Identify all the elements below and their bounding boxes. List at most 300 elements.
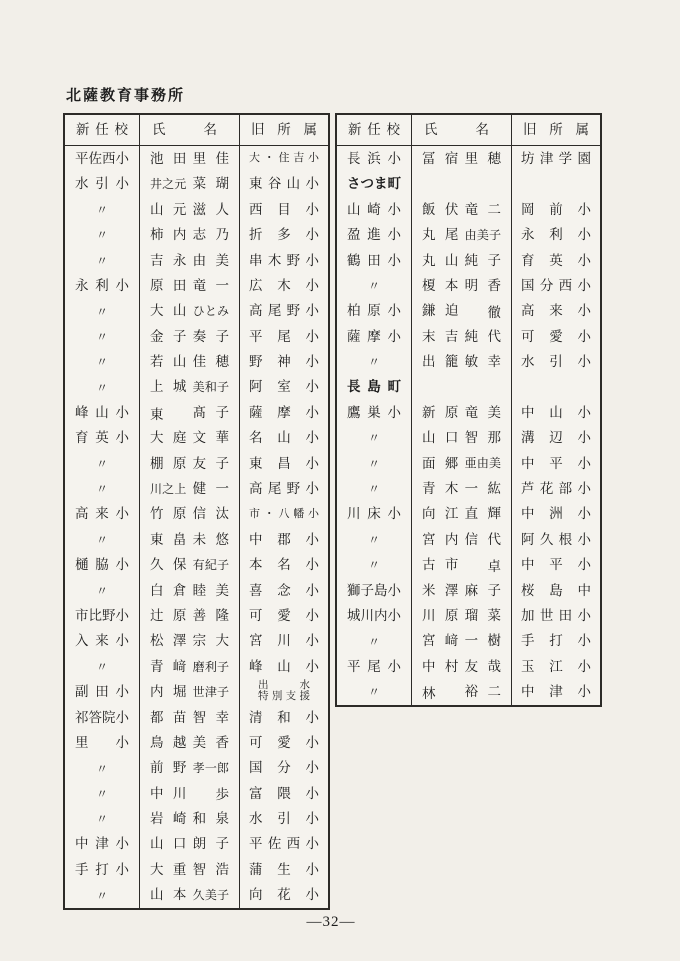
name-cell (140, 806, 240, 831)
given-name: 菜 瑚 (192, 176, 229, 192)
full-name (140, 197, 239, 222)
former-cell (512, 679, 600, 704)
school-cell (337, 451, 412, 476)
former-cell (512, 552, 600, 577)
former-cell (240, 451, 328, 476)
former-school: 大 ・ 住 吉 小 (249, 152, 319, 165)
school-cell (337, 197, 412, 222)
former-cell (512, 527, 600, 552)
table-row (337, 146, 600, 171)
given-name: 友 子 (192, 455, 229, 471)
surname: 都 苗 (150, 709, 187, 725)
full-name (140, 451, 239, 476)
surname: 山 本 (150, 887, 187, 903)
given-name: 由 美 子 (464, 227, 501, 242)
former-cell (240, 501, 328, 526)
name-cell (412, 628, 512, 653)
full-name (412, 628, 511, 653)
former-school-line: 特 別 支 援 (258, 690, 310, 702)
former-cell (240, 603, 328, 628)
former-school: 国 分 小 (249, 760, 319, 776)
school-cell (65, 755, 140, 780)
name-cell (412, 603, 512, 628)
school-name: 永 利 小 (75, 277, 129, 293)
section-label: さ つ ま 町 (347, 176, 401, 192)
school-cell (65, 781, 140, 806)
surname: 前 野 (150, 760, 187, 776)
former-cell (512, 451, 600, 476)
former-school: 可 愛 小 (249, 607, 319, 623)
table-row (337, 349, 600, 374)
school-name: 市 比 野 小 (75, 607, 129, 623)
given-name: 睦 美 (192, 582, 229, 598)
table-row (65, 705, 328, 730)
former-school: 薩 摩 小 (249, 404, 319, 420)
former-cell (512, 654, 600, 679)
surname: 宮 﨑 (422, 633, 459, 649)
school-name: 平 尾 小 (347, 658, 401, 674)
school-name: 〃 (95, 812, 108, 827)
school-cell (65, 451, 140, 476)
former-school: 水 引 小 (249, 811, 319, 827)
former-cell (240, 222, 328, 247)
name-cell (412, 273, 512, 298)
former-cell-empty (512, 171, 600, 196)
full-name (140, 146, 239, 171)
former-school: 清 和 小 (249, 709, 319, 725)
school-cell (337, 349, 412, 374)
header-cell-school (337, 115, 412, 145)
former-school: 高 来 小 (521, 303, 591, 319)
former-school: 野 神 小 (249, 354, 319, 370)
table-row (65, 882, 328, 907)
school-cell (337, 273, 412, 298)
name-cell (140, 857, 240, 882)
former-cell (512, 400, 600, 425)
former-cell (512, 146, 600, 171)
school-cell (65, 654, 140, 679)
given-name: 文 華 (192, 430, 229, 446)
full-name (140, 628, 239, 653)
surname: 金 子 (150, 328, 187, 344)
table-row (65, 171, 328, 196)
full-name (412, 400, 511, 425)
name-cell (140, 552, 240, 577)
name-cell (140, 146, 240, 171)
former-school: 可 愛 小 (249, 734, 319, 750)
given-name: 亜 由 美 (464, 456, 501, 471)
former-school: 手 打 小 (521, 633, 591, 649)
table-row (65, 578, 328, 603)
full-name (412, 679, 511, 704)
former-cell (240, 654, 328, 679)
table-row (65, 679, 328, 704)
table-row (337, 603, 600, 628)
surname: 川 原 (422, 607, 459, 623)
full-name (140, 705, 239, 730)
school-cell (65, 578, 140, 603)
former-cell (240, 628, 328, 653)
surname: 柿 内 (150, 227, 187, 243)
surname: 冨 宿 (422, 150, 459, 166)
table-row (337, 248, 600, 273)
name-cell (140, 298, 240, 323)
name-cell (140, 578, 240, 603)
name-cell (140, 730, 240, 755)
given-name: 竜 美 (464, 404, 501, 420)
table-row (337, 654, 600, 679)
former-cell (240, 705, 328, 730)
former-cell (240, 806, 328, 831)
given-name: 智 那 (464, 430, 501, 446)
name-cell (140, 603, 240, 628)
school-name: 獅 子 島 小 (347, 582, 401, 598)
full-name (412, 501, 511, 526)
table-row (65, 349, 328, 374)
table-row (65, 857, 328, 882)
table-row (65, 755, 328, 780)
section-row (337, 171, 600, 196)
header-cell-school (65, 115, 140, 145)
school-cell (337, 476, 412, 501)
school-cell (65, 425, 140, 450)
surname: 中 村 (422, 658, 459, 674)
header-name-label: 氏 名 (152, 122, 217, 138)
name-cell (140, 197, 240, 222)
full-name (140, 578, 239, 603)
former-cell (240, 146, 328, 171)
surname: 井 之 元 (150, 177, 187, 192)
name-cell (412, 298, 512, 323)
school-name: 手 打 小 (75, 861, 129, 877)
school-name: 入 来 小 (75, 633, 129, 649)
school-name: 〃 (95, 583, 108, 598)
school-name: 〃 (367, 558, 380, 573)
full-name (140, 375, 239, 400)
former-school: 平 佐 西 小 (249, 836, 319, 852)
school-name: 川 床 小 (347, 506, 401, 522)
name-cell (412, 222, 512, 247)
name-cell (412, 400, 512, 425)
former-school: 阿 室 小 (249, 379, 319, 395)
surname: 飯 伏 (422, 201, 459, 217)
name-cell (412, 552, 512, 577)
header-cell-former (240, 115, 328, 145)
full-name (140, 324, 239, 349)
full-name (412, 298, 511, 323)
name-cell (140, 375, 240, 400)
surname: 青 木 (422, 481, 459, 497)
former-cell (240, 476, 328, 501)
school-cell (337, 578, 412, 603)
full-name (412, 146, 511, 171)
surname: 丸 尾 (422, 227, 459, 243)
given-name: 卓 (487, 558, 501, 574)
former-school: 中 平 小 (521, 455, 591, 471)
former-school: 加 世 田 小 (521, 607, 591, 623)
surname: 向 江 (422, 506, 459, 522)
given-name: 佳 穂 (192, 354, 229, 370)
former-cell (240, 527, 328, 552)
name-cell (412, 349, 512, 374)
former-school: 高 尾 野 小 (249, 303, 319, 319)
former-cell (512, 349, 600, 374)
table-row (65, 781, 328, 806)
given-name: 純 子 (464, 252, 501, 268)
surname: 岩 崎 (150, 811, 187, 827)
school-name: 長 浜 小 (347, 150, 401, 166)
given-name: 純 代 (464, 328, 501, 344)
school-cell (337, 501, 412, 526)
table-row (65, 273, 328, 298)
section-cell (337, 171, 412, 196)
given-name: 信 汰 (192, 506, 229, 522)
table-row (65, 806, 328, 831)
header-cell-former (512, 115, 600, 145)
school-name: 〃 (367, 634, 380, 649)
school-cell (65, 527, 140, 552)
surname: 白 倉 (150, 582, 187, 598)
former-school: 阿 久 根 小 (521, 531, 591, 547)
former-cell (240, 324, 328, 349)
name-cell (140, 654, 240, 679)
given-name: 信 代 (464, 531, 501, 547)
full-name (412, 476, 511, 501)
former-cell (240, 679, 328, 704)
school-name: 〃 (95, 202, 108, 217)
surname: 古 市 (422, 557, 459, 573)
table-row (65, 425, 328, 450)
name-cell (412, 451, 512, 476)
name-cell (140, 527, 240, 552)
surname: 大 庭 (150, 430, 187, 446)
school-cell (65, 197, 140, 222)
full-name (412, 603, 511, 628)
former-school: 芦 花 部 小 (521, 481, 591, 497)
full-name (140, 806, 239, 831)
given-name: 友 哉 (464, 658, 501, 674)
former-cell (512, 324, 600, 349)
surname: 辻 原 (150, 607, 187, 623)
former-school: 高 尾 野 小 (249, 481, 319, 497)
surname: 久 保 (150, 557, 187, 573)
former-school: 西 目 小 (249, 201, 319, 217)
school-name: 〃 (95, 329, 108, 344)
school-name: 〃 (95, 380, 108, 395)
former-school: 溝 辺 小 (521, 430, 591, 446)
full-name (412, 324, 511, 349)
school-name: 峰 山 小 (75, 404, 129, 420)
surname: 川 之 上 (150, 481, 187, 496)
school-name: 〃 (367, 279, 380, 294)
full-name (140, 552, 239, 577)
table-row (65, 451, 328, 476)
name-cell (412, 654, 512, 679)
full-name (412, 552, 511, 577)
table-row (65, 603, 328, 628)
school-cell (337, 603, 412, 628)
school-name: 〃 (367, 533, 380, 548)
given-name: 和 泉 (192, 811, 229, 827)
former-school: 富 隈 小 (249, 785, 319, 801)
surname: 末 吉 (422, 328, 459, 344)
name-cell (140, 273, 240, 298)
table-row (65, 501, 328, 526)
table-row (337, 578, 600, 603)
school-cell (65, 730, 140, 755)
name-cell (140, 476, 240, 501)
former-school: 平 尾 小 (249, 328, 319, 344)
name-cell (412, 527, 512, 552)
school-name: 薩 摩 小 (347, 328, 401, 344)
former-school: 喜 念 小 (249, 582, 319, 598)
surname: 東 畠 (150, 531, 187, 547)
former-cell (240, 730, 328, 755)
full-name (140, 171, 239, 196)
former-school: 永 利 小 (521, 227, 591, 243)
surname: 丸 山 (422, 252, 459, 268)
former-cell (512, 425, 600, 450)
full-name (412, 527, 511, 552)
header-row (337, 115, 600, 146)
school-cell (65, 501, 140, 526)
school-name: 〃 (95, 253, 108, 268)
full-name (140, 654, 239, 679)
surname: 青 﨑 (150, 658, 187, 674)
former-cell (512, 628, 600, 653)
full-name (140, 222, 239, 247)
full-name (140, 400, 239, 425)
former-cell (512, 273, 600, 298)
school-cell (337, 222, 412, 247)
given-name: 智 浩 (192, 861, 229, 877)
school-cell (337, 628, 412, 653)
name-cell (412, 578, 512, 603)
school-cell (337, 552, 412, 577)
name-cell (140, 400, 240, 425)
former-cell (512, 476, 600, 501)
surname: 上 城 (150, 379, 187, 395)
name-cell (412, 324, 512, 349)
former-school: 中 津 小 (521, 684, 591, 700)
header-school-label: 新 任 校 (348, 122, 400, 138)
table-row (337, 324, 600, 349)
school-cell (65, 679, 140, 704)
given-name: 志 乃 (192, 227, 229, 243)
school-name: 育 英 小 (75, 430, 129, 446)
former-school: 岡 前 小 (521, 201, 591, 217)
given-name: 滋 人 (192, 201, 229, 217)
table-row (65, 400, 328, 425)
former-cell (240, 248, 328, 273)
former-school: 広 木 小 (249, 277, 319, 293)
name-cell (140, 501, 240, 526)
school-name: 〃 (95, 786, 108, 801)
full-name (140, 730, 239, 755)
name-cell (140, 171, 240, 196)
header-former-label: 旧 所 属 (251, 122, 317, 138)
school-name: 〃 (95, 482, 108, 497)
school-cell (65, 628, 140, 653)
given-name: 未 悠 (192, 531, 229, 547)
school-name: 〃 (95, 456, 108, 471)
school-cell (65, 806, 140, 831)
table-row (65, 476, 328, 501)
full-name (412, 248, 511, 273)
former-school: 峰 山 小 (249, 658, 319, 674)
given-name: 世 津 子 (192, 684, 229, 699)
school-name: 〃 (367, 355, 380, 370)
header-cell-name (412, 115, 512, 145)
school-cell (65, 603, 140, 628)
school-name: 鶴 田 小 (347, 252, 401, 268)
given-name: 一 紘 (464, 481, 501, 497)
table-row (65, 298, 328, 323)
given-name: 奏 子 (192, 328, 229, 344)
school-cell (337, 248, 412, 273)
name-cell (412, 146, 512, 171)
table-row (65, 730, 328, 755)
header-school-label: 新 任 校 (76, 122, 128, 138)
full-name (412, 578, 511, 603)
name-cell (140, 222, 240, 247)
former-cell (240, 375, 328, 400)
name-cell (412, 501, 512, 526)
school-name: 樋 脇 小 (75, 557, 129, 573)
name-cell (140, 349, 240, 374)
given-name: 直 輝 (464, 506, 501, 522)
school-name: 山 崎 小 (347, 201, 401, 217)
full-name (140, 273, 239, 298)
surname: 棚 原 (150, 455, 187, 471)
table-row (337, 476, 600, 501)
school-name: 〃 (367, 456, 380, 471)
school-name: 〃 (95, 761, 108, 776)
former-cell (240, 832, 328, 857)
former-cell (240, 171, 328, 196)
school-cell (337, 679, 412, 704)
table-row (65, 197, 328, 222)
full-name (140, 679, 239, 704)
surname: 竹 原 (150, 506, 187, 522)
name-cell (140, 705, 240, 730)
former-school: 蒲 生 小 (249, 861, 319, 877)
name-cell (412, 425, 512, 450)
surname: 面 郷 (422, 455, 459, 471)
former-school: 向 花 小 (249, 887, 319, 903)
given-name: 里 穂 (464, 150, 501, 166)
school-name: 〃 (95, 888, 108, 903)
table-row (337, 222, 600, 247)
full-name (140, 349, 239, 374)
full-name (140, 527, 239, 552)
surname: 鎌 迫 (422, 303, 459, 319)
former-school: 水 引 小 (521, 354, 591, 370)
table-row (337, 679, 600, 704)
surname: 池 田 (150, 150, 187, 166)
former-cell (512, 298, 600, 323)
table-row (65, 248, 328, 273)
school-cell (65, 552, 140, 577)
school-name: 〃 (95, 660, 108, 674)
given-name: 一 樹 (464, 633, 501, 649)
header-name-label: 氏 名 (424, 122, 489, 138)
surname: 中 川 (150, 785, 187, 801)
name-cell (412, 679, 512, 704)
table-row (65, 654, 328, 679)
former-cell (512, 603, 600, 628)
former-school: 折 多 小 (249, 227, 319, 243)
